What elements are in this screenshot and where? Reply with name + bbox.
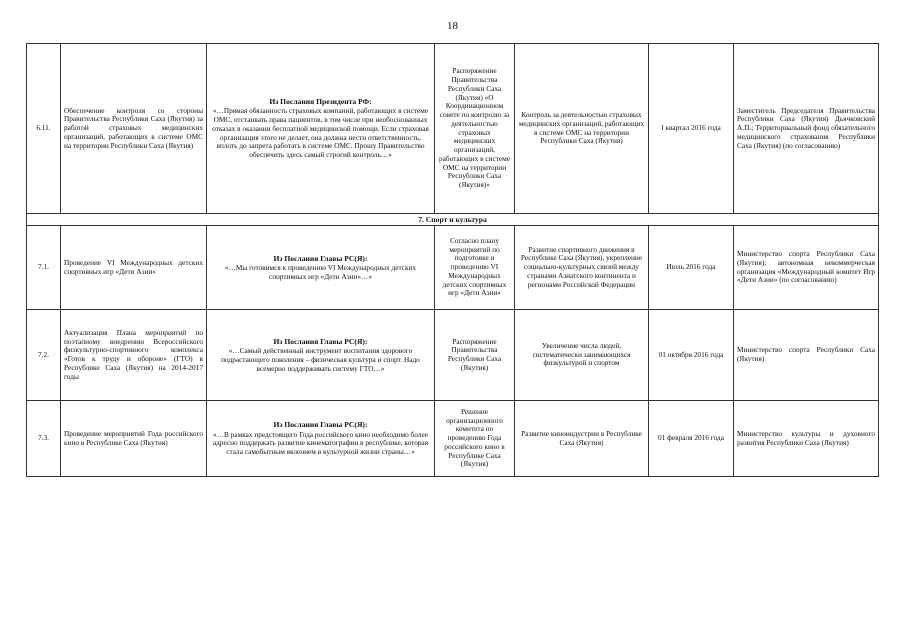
source-cell (207, 310, 435, 401)
source-quote: «…В рамках предстоящего Года российского кино необходимо более адресно поддержать развитие кинематографии в республике, которая стала самобытным явлением в культурной жизни страны…» (212, 429, 429, 457)
event-cell: Проведение мероприятий Года российского кино в Республике Саха (Якутия) (61, 401, 207, 477)
result-cell: Контроль за деятельностью страховых медицинских организаций, работающих в системе ОМС на территории Республики Саха (Якутия) (515, 44, 649, 214)
section-title: 7. Спорт и культура (27, 214, 879, 226)
source-cell (207, 226, 435, 310)
section-header-row (27, 214, 879, 226)
source-quote: «…Прямая обязанность страховых компаний, работающих в системе ОМС, отстаивать права пациентов, в том числе при необоснованных отказах в оказании бесплатной медицинской помощи. Если страховая организация этого не делает, она должна нести ответственность, вплоть до запрета работать в системе ОМС. Прошу Правительство обеспечить здесь самый строгий контроль…» (212, 106, 429, 160)
deadline-cell: 01 октября 2016 года (649, 310, 734, 401)
source-quote: «…Мы готовимся к проведению VI Международных детских спортивных игр «Дети Азии»…» (224, 262, 417, 281)
source-cell (207, 401, 435, 477)
deadline-cell: Июль 2016 года (649, 226, 734, 310)
event-cell: Обеспечение контроля со стороны Правительства Республики Саха (Якутия) за работой страховых медицинских организаций, работающих в системе ОМС на территории Республики Саха (Якутия) (61, 44, 207, 214)
responsible-cell: Министерство культуры и духовного развития Республики Саха (Якутия) (734, 401, 879, 477)
event-cell: Актуализация Плана мероприятий по поэтапному внедрению Всероссийского физкультурно-спортивного комплекса «Готов к труду и обороне» (ГТО) в Республике Саха (Якутия) на 2014-2017 годы (61, 310, 207, 401)
table-row (27, 401, 879, 477)
responsible-cell: Министерство спорта Республики Саха (Якутия); автономная некоммерческая организация «Международный комитет Игр «Дети Азии» (по согласованию) (734, 226, 879, 310)
result-cell: Увеличение числа людей, систематически занимающихся физкультурой и спортом (515, 310, 649, 401)
deadline-cell: 01 февраля 2016 года (649, 401, 734, 477)
basis-cell: Согласно плану мероприятий по подготовке и проведению VI Международных детских спортивных игр «Дети Азии» (435, 226, 515, 310)
event-cell: Проведение VI Международных детских спортивных игр «Дети Азии» (61, 226, 207, 310)
source-title: Из Послания Президента РФ: (269, 97, 372, 107)
basis-cell: Распоряжение Правительства Республики Саха (Якутия) «О Координационном совете по контролю за деятельностью страховых медицинских организаций, работающих в системе ОМС на территории Республики Саха (Якутия)» (435, 44, 515, 214)
row-number: 7.3. (27, 401, 61, 477)
basis-cell: Решение организационного комитета по проведению Года российского кино в Республике Саха (Якутия) (435, 401, 515, 477)
row-number: 6.11. (27, 44, 61, 214)
responsible-cell: Министерство спорта Республики Саха (Якутия) (734, 310, 879, 401)
row-number: 7.2. (27, 310, 61, 401)
page-number: 18 (447, 20, 458, 32)
source-title: Из Послания Главы РС(Я): (273, 420, 368, 430)
basis-cell: Распоряжение Правительства Республики Саха (Якутия) (435, 310, 515, 401)
source-cell (207, 44, 435, 214)
responsible-cell: Заместитель Председателя Правительства Республики Саха (Якутия) Дьячковский А.П.; Территориальный фонд обязательного медицинского страхования Республики Саха (Якутия) (по согласованию) (734, 44, 879, 214)
source-title: Из Послания Главы РС(Я): (273, 336, 368, 346)
deadline-cell: I квартал 2016 года (649, 44, 734, 214)
result-cell: Развитие спортивного движения в Республике Саха (Якутия), укрепление социально-культурных связей между странами Азиатского континента и регионами Российской Федерации (515, 226, 649, 310)
row-number: 7.1. (27, 226, 61, 310)
action-plan-table (26, 43, 879, 477)
table-row (27, 226, 879, 310)
table-row (27, 310, 879, 401)
source-title: Из Послания Главы РС(Я): (273, 253, 368, 263)
result-cell: Развитие киноиндустрии в Республике Саха (Якутия) (515, 401, 649, 477)
table-row (27, 44, 879, 214)
source-quote: «…Самый действенный инструмент воспитания здорового подрастающего поколения – физическая культура и спорт. Надо всемерно поддерживать систему ГТО…» (221, 346, 420, 373)
